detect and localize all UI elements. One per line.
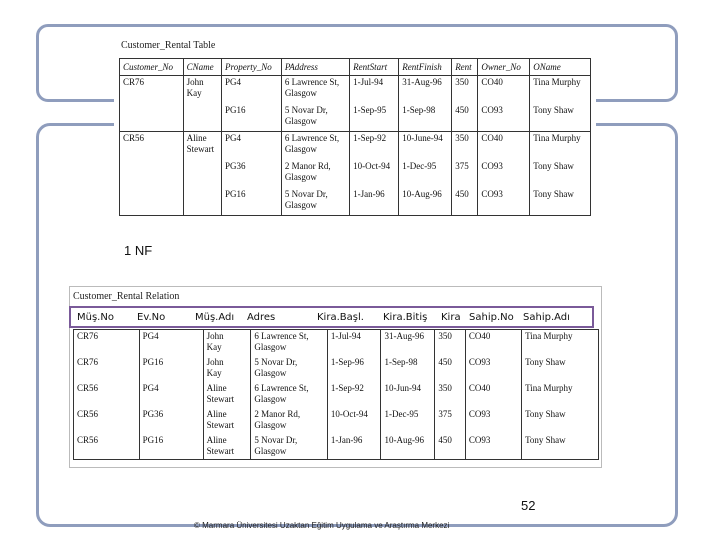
header-rent-start: RentStart — [350, 59, 399, 76]
cell-ev-no: PG16 — [139, 434, 203, 460]
cell-ev-no: PG4 — [139, 382, 203, 408]
cell-musteri-no: CR76 — [74, 330, 140, 356]
musteri-adi-line: Aline — [206, 382, 227, 393]
footer — [194, 521, 449, 530]
cell-musteri-no: CR56 — [74, 434, 140, 460]
cell-property-no: PG4 — [222, 76, 282, 104]
paddress-line: 6 Lawrence St, — [284, 77, 340, 87]
paddress-line: Glasgow — [284, 171, 317, 182]
customer-rental-table-panel — [114, 36, 596, 230]
table-row — [74, 382, 599, 408]
cell-rent-start: 1-Sep-95 — [350, 104, 399, 132]
cell-rent: 350 — [452, 76, 478, 104]
cell-rent-start: 1-Sep-92 — [350, 132, 399, 160]
header-sahip-no: Sahip.No — [469, 312, 514, 323]
adres-line: 5 Novar Dr, — [254, 356, 298, 367]
adres-line: 6 Lawrence St, — [254, 382, 309, 393]
cell-property-no: PG4 — [222, 132, 282, 160]
cell-adres — [251, 330, 328, 356]
cell-kira-baslangic: 1-Sep-96 — [327, 356, 381, 382]
header-oname: OName — [530, 59, 591, 76]
table-row — [74, 408, 599, 434]
cname-line: John — [186, 77, 204, 87]
cname-line: Stewart — [186, 144, 215, 154]
cell-rent: 350 — [452, 132, 478, 160]
cell-customer-no: CR56 — [120, 132, 184, 160]
paddress-line: 2 Manor Rd, — [284, 160, 331, 171]
musteri-adi-line: Stewart — [206, 393, 235, 404]
cell-adres — [251, 408, 328, 434]
header-ev-no: Ev.No — [137, 312, 166, 323]
cname-line: Aline — [186, 133, 207, 143]
adres-line: 5 Novar Dr, — [254, 434, 298, 445]
table-row — [120, 104, 591, 132]
cell-cname — [183, 132, 221, 160]
table-row — [120, 76, 591, 104]
turkish-column-header-bar — [69, 306, 594, 328]
header-musteri-adi: Müş.Adı — [195, 312, 235, 323]
cell-kira-baslangic: 1-Jul-94 — [327, 330, 381, 356]
header-adres: Adres — [247, 312, 276, 323]
cell-ev-no: PG36 — [139, 408, 203, 434]
cell-paddress — [281, 104, 349, 132]
musteri-adi-line: Stewart — [206, 445, 235, 456]
cell-musteri-adi — [203, 408, 251, 434]
header-kira-bitis: Kira.Bitiş — [383, 312, 428, 323]
cell-rent: 375 — [452, 160, 478, 188]
cell-property-no: PG36 — [222, 160, 282, 188]
cell-oname: Tony Shaw — [530, 160, 591, 188]
cell-kira: 375 — [435, 408, 466, 434]
musteri-adi-line: Kay — [206, 342, 222, 352]
cell-musteri-adi — [203, 330, 251, 356]
table2-title: Customer_Rental Relation — [73, 291, 180, 302]
cell-musteri-adi — [203, 356, 251, 382]
cell-musteri-no: CR56 — [74, 382, 140, 408]
cell-sahip-adi: Tina Murphy — [522, 330, 599, 356]
cell-kira-baslangic: 10-Oct-94 — [327, 408, 381, 434]
cell-owner-no: CO40 — [478, 76, 530, 104]
header-kira: Kira — [441, 312, 461, 323]
header-customer-no: Customer_No — [120, 59, 184, 76]
paddress-line: Glasgow — [284, 115, 317, 126]
musteri-adi-line: John — [206, 331, 224, 341]
cell-musteri-no: CR76 — [74, 356, 140, 382]
adres-line: Glasgow — [254, 419, 287, 430]
header-owner-no: Owner_No — [478, 59, 530, 76]
cell-oname: Tony Shaw — [530, 104, 591, 132]
customer-rental-relation-table — [73, 329, 599, 460]
paddress-line: Glasgow — [284, 199, 317, 210]
table-row — [120, 160, 591, 188]
cell-customer-no: CR76 — [120, 76, 184, 104]
header-property-no: Property_No — [222, 59, 282, 76]
header-rent-finish: RentFinish — [399, 59, 452, 76]
adres-line: 6 Lawrence St, — [254, 331, 309, 341]
cell-paddress — [281, 188, 349, 216]
cell-rent: 450 — [452, 104, 478, 132]
adres-line: Glasgow — [254, 342, 287, 352]
header-cname: CName — [183, 59, 221, 76]
cell-customer-no — [120, 104, 184, 132]
cell-cname — [183, 160, 221, 188]
paddress-line: 5 Novar Dr, — [284, 104, 328, 115]
cell-cname — [183, 188, 221, 216]
cell-kira-bitis: 10-Jun-94 — [381, 382, 435, 408]
adres-line: 2 Manor Rd, — [254, 408, 301, 419]
cell-oname: Tina Murphy — [530, 132, 591, 160]
table1-title: Customer_Rental Table — [121, 40, 216, 51]
cell-musteri-no: CR56 — [74, 408, 140, 434]
cname-line: Kay — [186, 88, 202, 98]
cell-adres — [251, 356, 328, 382]
cell-rent-finish: 1-Sep-98 — [399, 104, 452, 132]
cell-owner-no: CO93 — [478, 160, 530, 188]
cell-owner-no: CO93 — [478, 188, 530, 216]
cell-property-no: PG16 — [222, 188, 282, 216]
paddress-line: Glasgow — [284, 88, 317, 98]
customer-rental-table — [119, 58, 591, 216]
page-number: 52 — [521, 498, 536, 513]
cell-sahip-adi: Tony Shaw — [522, 434, 599, 460]
cell-kira: 350 — [435, 382, 466, 408]
cell-oname: Tina Murphy — [530, 76, 591, 104]
adres-line: Glasgow — [254, 393, 287, 404]
cell-property-no: PG16 — [222, 104, 282, 132]
cell-ev-no: PG16 — [139, 356, 203, 382]
cell-kira: 450 — [435, 356, 466, 382]
cell-rent-start: 1-Jan-96 — [350, 188, 399, 216]
footer-text: Marmara Üniversitesi Uzaktan Eğitim Uygulama ve Araştırma Merkezi — [202, 521, 450, 530]
paddress-line: 6 Lawrence St, — [284, 133, 340, 143]
musteri-adi-line: John — [206, 356, 224, 367]
cell-musteri-adi — [203, 382, 251, 408]
cell-paddress — [281, 132, 349, 160]
cell-sahip-adi: Tina Murphy — [522, 382, 599, 408]
cell-rent-finish: 10-Aug-96 — [399, 188, 452, 216]
copyright-icon: © — [194, 521, 200, 530]
cell-paddress — [281, 160, 349, 188]
cell-owner-no: CO40 — [478, 132, 530, 160]
cell-rent-start: 1-Jul-94 — [350, 76, 399, 104]
cell-adres — [251, 434, 328, 460]
paddress-line: Glasgow — [284, 144, 317, 154]
cell-kira-bitis: 10-Aug-96 — [381, 434, 435, 460]
table-row — [120, 132, 591, 160]
cell-sahip-adi: Tony Shaw — [522, 408, 599, 434]
table-row — [74, 330, 599, 356]
cell-cname — [183, 104, 221, 132]
cell-paddress — [281, 76, 349, 104]
table-row — [74, 356, 599, 382]
header-sahip-adi: Sahip.Adı — [523, 312, 570, 323]
cell-kira-baslangic: 1-Jan-96 — [327, 434, 381, 460]
adres-line: Glasgow — [254, 445, 287, 456]
adres-line: Glasgow — [254, 367, 287, 378]
cell-rent-finish: 31-Aug-96 — [399, 76, 452, 104]
cell-kira: 350 — [435, 330, 466, 356]
cell-sahip-no: CO93 — [465, 356, 521, 382]
cell-sahip-no: CO93 — [465, 434, 521, 460]
cell-sahip-adi: Tony Shaw — [522, 356, 599, 382]
cell-kira-baslangic: 1-Sep-92 — [327, 382, 381, 408]
cell-rent-start: 10-Oct-94 — [350, 160, 399, 188]
cell-ev-no: PG4 — [139, 330, 203, 356]
musteri-adi-line: Kay — [206, 367, 222, 378]
table-row — [120, 188, 591, 216]
cell-musteri-adi — [203, 434, 251, 460]
normal-form-label: 1 NF — [124, 243, 153, 258]
cell-kira-bitis: 1-Dec-95 — [381, 408, 435, 434]
cell-cname — [183, 76, 221, 104]
paddress-line: 5 Novar Dr, — [284, 188, 328, 199]
cell-kira-bitis: 1-Sep-98 — [381, 356, 435, 382]
cell-rent-finish: 10-June-94 — [399, 132, 452, 160]
cell-customer-no — [120, 188, 184, 216]
cell-rent: 450 — [452, 188, 478, 216]
header-kira-baslangic: Kira.Başl. — [317, 312, 364, 323]
cell-kira: 450 — [435, 434, 466, 460]
cell-oname: Tony Shaw — [530, 188, 591, 216]
musteri-adi-line: Aline — [206, 408, 227, 419]
cell-sahip-no: CO93 — [465, 408, 521, 434]
cell-owner-no: CO93 — [478, 104, 530, 132]
header-musteri-no: Müş.No — [77, 312, 114, 323]
table-row — [74, 434, 599, 460]
musteri-adi-line: Aline — [206, 434, 227, 445]
cell-sahip-no: CO40 — [465, 330, 521, 356]
header-rent: Rent — [452, 59, 478, 76]
cell-sahip-no: CO40 — [465, 382, 521, 408]
header-paddress: PAddress — [281, 59, 349, 76]
cell-rent-finish: 1-Dec-95 — [399, 160, 452, 188]
musteri-adi-line: Stewart — [206, 419, 235, 430]
cell-customer-no — [120, 160, 184, 188]
cell-adres — [251, 382, 328, 408]
cell-kira-bitis: 31-Aug-96 — [381, 330, 435, 356]
